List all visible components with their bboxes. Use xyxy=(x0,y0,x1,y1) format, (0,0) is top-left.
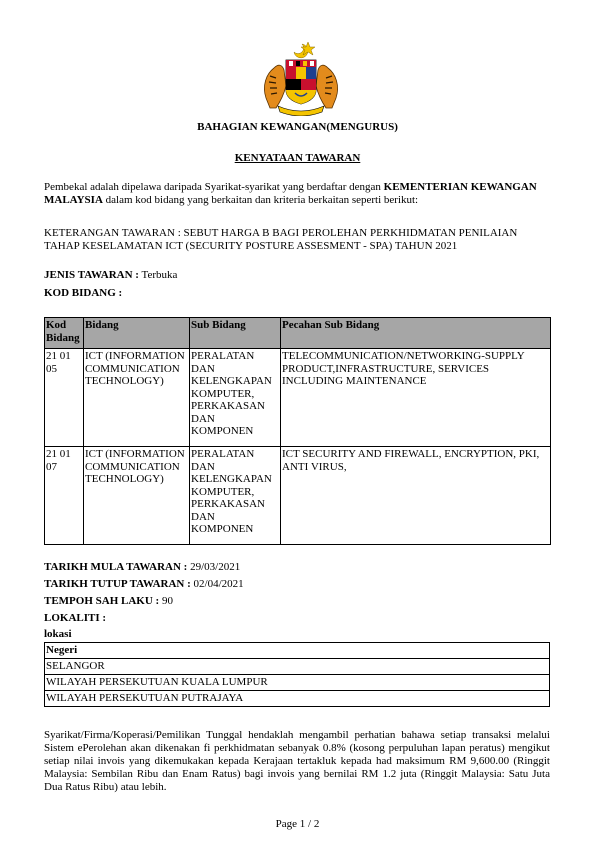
tender-description-text: KETERANGAN TAWARAN : SEBUT HARGA B BAGI PEROLEHAN PERKHIDMATAN PENILAIAN TAHAP KESELAMATAN ICT (SECURITY POSTURE ASSESMENT - SPA) TAHUN 2021 xyxy=(44,227,518,252)
table-row xyxy=(45,447,551,545)
col-header-sub-bidang: Sub Bidang xyxy=(190,318,281,349)
intro-text-before: Pembekal adalah dipelawa daripada Syarikat-syarikat yang berdaftar dengan xyxy=(44,181,384,193)
document-title: KENYATAAN TAWARAN xyxy=(234,152,361,164)
col-header-negeri: Negeri xyxy=(45,643,550,659)
ministry-name: KEMENTERIAN KEWANGAN MALAYSIA xyxy=(44,181,537,206)
cell-sub-bidang: PERALATAN DAN KELENGKAPAN KOMPUTER, PERKAKASAN DAN KOMPONEN xyxy=(190,349,281,447)
coat-of-arms-icon xyxy=(258,40,344,116)
validity-period-label: TEMPOH SAH LAKU : xyxy=(44,595,160,607)
field-code-heading xyxy=(44,287,122,300)
table-row xyxy=(45,691,550,707)
start-date-label: TARIKH MULA TAWARAN : xyxy=(44,561,188,573)
tender-type xyxy=(44,269,177,282)
location-table-header xyxy=(45,643,550,659)
cell-negeri: WILAYAH PERSEKUTUAN PUTRAJAYA xyxy=(45,691,550,707)
cell-pecahan: ICT SECURITY AND FIREWALL, ENCRYPTION, PKI, ANTI VIRUS, xyxy=(281,447,551,545)
intro-paragraph xyxy=(44,181,550,207)
col-header-bidang: Bidang xyxy=(84,318,190,349)
intro-text-after: dalam kod bidang yang berkaitan dan kriteria berkaitan seperti berikut: xyxy=(102,194,419,206)
start-date-value: 29/03/2021 xyxy=(187,561,241,573)
cell-sub-bidang: PERALATAN DAN KELENGKAPAN KOMPUTER, PERKAKASAN DAN KOMPONEN xyxy=(190,447,281,545)
cell-negeri: WILAYAH PERSEKUTUAN KUALA LUMPUR xyxy=(45,675,550,691)
field-code-table xyxy=(44,317,551,545)
locality-label: LOKALITI : xyxy=(44,612,107,624)
tender-description xyxy=(44,227,550,252)
cell-bidang: ICT (INFORMATION COMMUNICATION TECHNOLOGY) xyxy=(84,447,190,545)
page-number: Page 1 / 2 xyxy=(275,818,320,830)
locality-heading xyxy=(44,612,106,625)
cell-kod: 21 01 05 xyxy=(45,349,84,447)
cell-negeri: SELANGOR xyxy=(45,659,550,675)
service-fee-note: Syarikat/Firma/Koperasi/Pemilikan Tunggal hendaklah mengambil perhatian bahawa setiap transaksi melalui Sistem ePerolehan akan dikenakan fi perkhidmatan sebanyak 0.8% (kosong perpuluhan lapan peratus) mengikut setiap nilai invois yang dikemukakan kepada Kerajaan tertakluk kepada had maksimum RM 9,600.00 (Ringgit Malaysia: Sembilan Ribu dan Enam Ratus) bagi invois yang bernilai RM 1.2 juta (Ringgit Malaysia: Satu Juta Dua Ratus Ribu) atau lebih. xyxy=(44,729,550,793)
table-row xyxy=(45,675,550,691)
col-header-kod: Kod Bidang xyxy=(45,318,84,349)
tender-type-value: Terbuka xyxy=(138,269,178,281)
cell-pecahan: TELECOMMUNICATION/NETWORKING-SUPPLY PRODUCT,INFRASTRUCTURE, SERVICES INCLUDING MAINTENANCE xyxy=(281,349,551,447)
table-row xyxy=(45,349,551,447)
field-code-table-header xyxy=(45,318,551,349)
close-date xyxy=(44,578,244,591)
close-date-label: TARIKH TUTUP TAWARAN : xyxy=(44,578,191,590)
table-row xyxy=(45,659,550,675)
cell-bidang: ICT (INFORMATION COMMUNICATION TECHNOLOGY) xyxy=(84,349,190,447)
tender-type-label: JENIS TAWARAN : xyxy=(44,269,139,281)
validity-period-value: 90 xyxy=(159,595,173,607)
location-heading xyxy=(44,628,72,641)
location-label: lokasi xyxy=(44,628,72,640)
close-date-value: 02/04/2021 xyxy=(190,578,244,590)
col-header-pecahan: Pecahan Sub Bidang xyxy=(281,318,551,349)
start-date xyxy=(44,561,240,574)
validity-period xyxy=(44,595,173,608)
location-table xyxy=(44,642,550,707)
department-heading: BAHAGIAN KEWANGAN(MENGURUS) xyxy=(197,121,398,133)
field-code-label: KOD BIDANG : xyxy=(44,287,123,299)
cell-kod: 21 01 07 xyxy=(45,447,84,545)
